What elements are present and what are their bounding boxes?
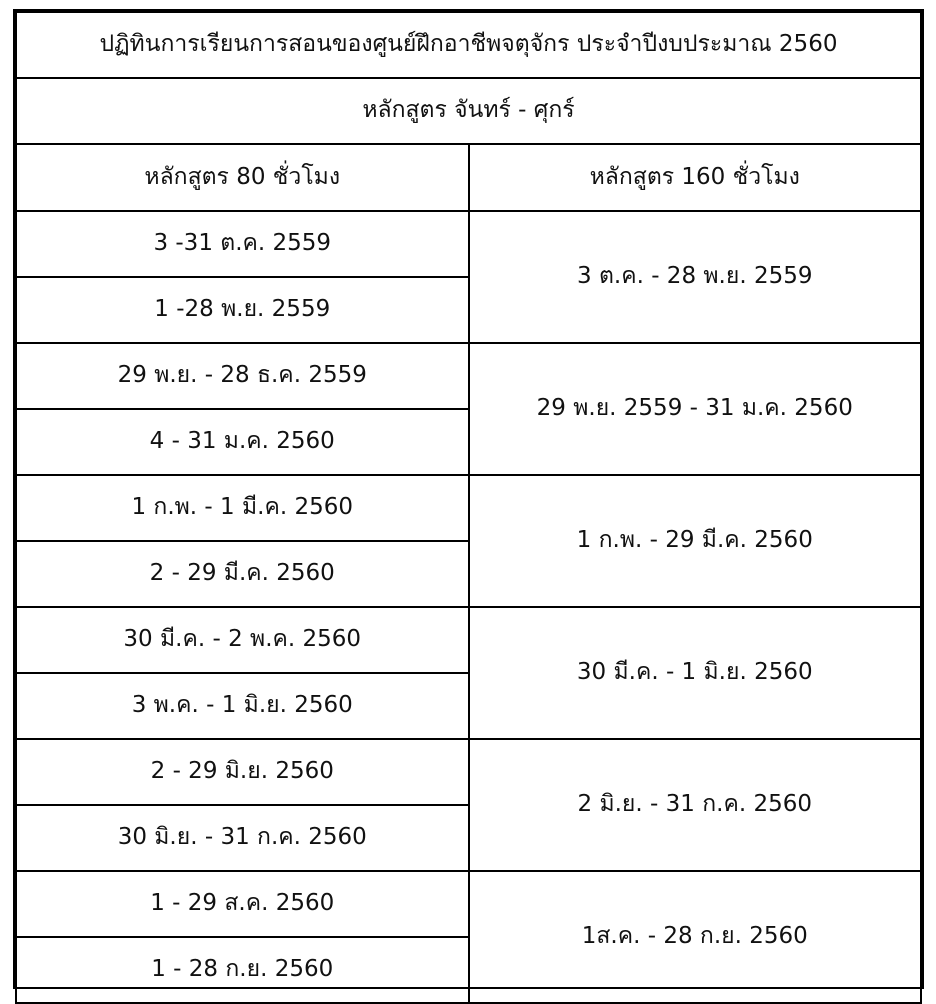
header-80-hours: หลักสูตร 80 ชั่วโมง — [16, 144, 469, 211]
cell-160-hours: 30 มี.ค. - 1 มิ.ย. 2560 — [469, 607, 922, 739]
table-row — [16, 211, 921, 277]
cell-80-hours: 2 - 29 มิ.ย. 2560 — [16, 739, 469, 805]
table-title: ปฏิทินการเรียนการสอนของศูนย์ฝึกอาชีพจตุจักร ประจำปีงบประมาณ 2560 — [16, 12, 921, 78]
cell-80-hours: 1 ก.พ. - 1 มี.ค. 2560 — [16, 475, 469, 541]
cell-160-hours: 2 มิ.ย. - 31 ก.ค. 2560 — [469, 739, 922, 871]
cell-80-hours: 2 - 29 มี.ค. 2560 — [16, 541, 469, 607]
cell-160-hours: 1 ก.พ. - 29 มี.ค. 2560 — [469, 475, 922, 607]
table-row — [16, 871, 921, 937]
cell-160-hours: 3 ต.ค. - 28 พ.ย. 2559 — [469, 211, 922, 343]
cell-80-hours: 1 - 29 ส.ค. 2560 — [16, 871, 469, 937]
cell-80-hours: 1 - 28 ก.ย. 2560 — [16, 937, 469, 1003]
subtitle-row — [16, 78, 921, 144]
table-row — [16, 739, 921, 805]
header-160-hours: หลักสูตร 160 ชั่วโมง — [469, 144, 922, 211]
cell-80-hours: 30 มิ.ย. - 31 ก.ค. 2560 — [16, 805, 469, 871]
header-row — [16, 144, 921, 211]
title-row — [16, 12, 921, 78]
cell-80-hours: 29 พ.ย. - 28 ธ.ค. 2559 — [16, 343, 469, 409]
cell-80-hours: 30 มี.ค. - 2 พ.ค. 2560 — [16, 607, 469, 673]
cell-160-hours: 29 พ.ย. 2559 - 31 ม.ค. 2560 — [469, 343, 922, 475]
cell-160-hours: 1ส.ค. - 28 ก.ย. 2560 — [469, 871, 922, 1003]
schedule-table — [15, 11, 922, 1004]
cell-80-hours: 3 พ.ค. - 1 มิ.ย. 2560 — [16, 673, 469, 739]
cell-80-hours: 4 - 31 ม.ค. 2560 — [16, 409, 469, 475]
table-subtitle: หลักสูตร จันทร์ - ศุกร์ — [16, 78, 921, 144]
schedule-sheet — [13, 9, 924, 989]
table-row — [16, 343, 921, 409]
table-row — [16, 607, 921, 673]
cell-80-hours: 3 -31 ต.ค. 2559 — [16, 211, 469, 277]
table-row — [16, 475, 921, 541]
cell-80-hours: 1 -28 พ.ย. 2559 — [16, 277, 469, 343]
